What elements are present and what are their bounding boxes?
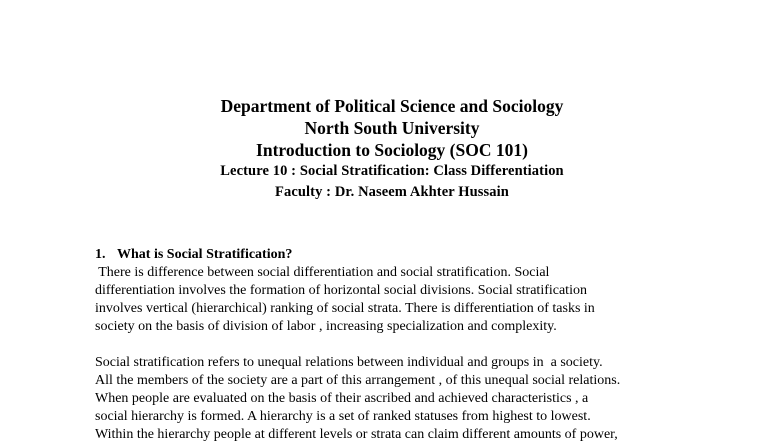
course-title: Introduction to Sociology (SOC 101) [256, 140, 528, 160]
paragraph-2 [95, 354, 705, 441]
university-title: North South University [304, 118, 480, 138]
paragraph-line: social hierarchy is formed. A hierarchy is a set of ranked statuses from highest to lowest. [95, 409, 591, 424]
paragraph-line: When people are evaluated on the basis of their ascribed and achieved characteristics , a [95, 391, 589, 406]
paragraph-line: All the members of the society are a part of this arrangement , of this unequal social relations. [95, 373, 621, 388]
paragraph-gap [95, 336, 705, 354]
section-title: What is Social Stratification? [117, 247, 293, 262]
document-body [95, 246, 705, 441]
section-number: 1. [95, 247, 106, 262]
department-title: Department of Political Science and Sociology [220, 96, 564, 116]
faculty-name: Faculty : Dr. Naseem Akhter Hussain [275, 184, 509, 200]
paragraph-line: Within the hierarchy people at different levels or strata can claim different amounts of power, [95, 427, 618, 441]
lecture-title: Lecture 10 : Social Stratification: Class Differentiation [220, 163, 564, 179]
section-heading [95, 246, 705, 264]
paragraph-1 [95, 264, 705, 336]
paragraph-line: differentiation involves the formation of horizontal social divisions. Social stratification [95, 283, 587, 298]
paragraph-line: society on the basis of division of labor , increasing specialization and complexity. [95, 319, 557, 334]
paragraph-line: There is difference between social differentiation and social stratification. Social [95, 265, 550, 280]
paragraph-line: Social stratification refers to unequal relations between individual and groups in a society. [95, 355, 603, 370]
document-header [0, 95, 784, 203]
paragraph-line: involves vertical (hierarchical) ranking of social strata. There is differentiation of tasks in [95, 301, 595, 316]
